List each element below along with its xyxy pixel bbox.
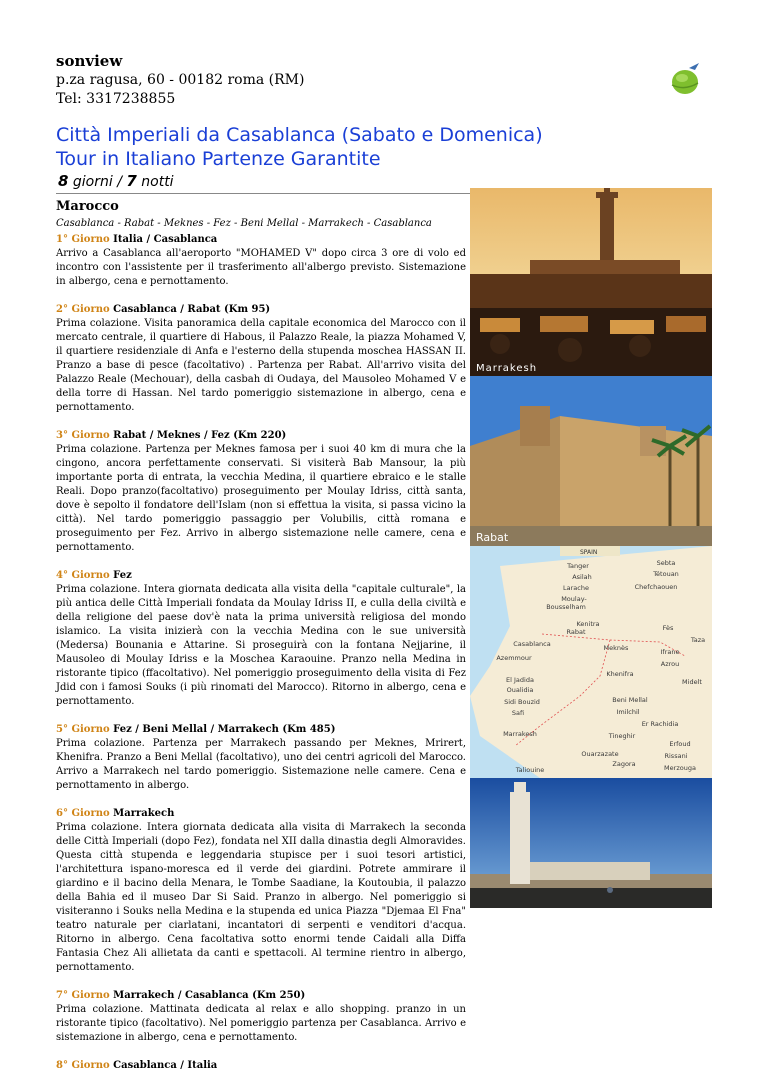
map-city-label: Azrou bbox=[660, 660, 680, 668]
day-title: Casablanca / Rabat (Km 95) bbox=[113, 304, 271, 315]
map-city-label: Ouarzazate bbox=[581, 750, 619, 758]
itinerary-day bbox=[56, 723, 466, 793]
map-city-label: Tineghir bbox=[608, 732, 636, 740]
agency-address: p.za ragusa, 60 - 00182 roma (RM) bbox=[56, 72, 305, 88]
itinerary-day bbox=[56, 807, 466, 975]
day-title: Fez / Beni Mellal / Marrakech (Km 485) bbox=[113, 724, 336, 735]
map-city-label: Marrakesh bbox=[503, 730, 537, 738]
tour-country: Marocco bbox=[56, 199, 119, 214]
map-city-label: Taliouine bbox=[515, 766, 545, 774]
map-city-label: Tétouan bbox=[653, 570, 679, 578]
images-column bbox=[470, 188, 712, 908]
day-label: 5° Giorno bbox=[56, 724, 110, 735]
agency-phone: Tel: 3317238855 bbox=[56, 91, 176, 107]
map-city-label: Rabat bbox=[566, 628, 586, 636]
map-city-label: Bousselham bbox=[546, 603, 586, 611]
marrakesh-photo bbox=[470, 188, 712, 376]
day-title: Marrakech bbox=[113, 808, 175, 819]
map-city-label: Er Rachidia bbox=[641, 720, 679, 728]
map-city-label: Khenifra bbox=[606, 670, 634, 678]
day-text: Prima colazione. Visita panoramica della capitale economica del Marocco con il mercato centrale, il quartiere di Habous, il Palazzo Reale, la piazza Mohamed V, il quartiere residenziale di Anfa e l'esterno della stupenda moschea HASSAN II. Pranzo a base di pesce (facoltativo) . Partenza per Rabat. All'arrivo visita del Palazzo Reale (Mechouar), della casbah di Oudaya, del Mausoleo Mohamed V e della torre di Hassan. Nel tardo pomeriggio sistemazione in albergo, cena e pernottamento. bbox=[56, 318, 466, 413]
map-city-label: Sebta bbox=[656, 559, 676, 567]
map-city-label: Merzouga bbox=[664, 764, 696, 772]
day-label: 6° Giorno bbox=[56, 808, 110, 819]
tour-title-line1: Città Imperiali da Casablanca (Sabato e Domenica) bbox=[56, 124, 543, 146]
map-city-label: Tanger bbox=[567, 562, 589, 570]
map-city-label: Zagora bbox=[612, 760, 636, 768]
map-city-label: Erfoud bbox=[669, 740, 691, 748]
agency-name: sonview bbox=[56, 52, 123, 70]
map-city-label: Larache bbox=[563, 584, 589, 592]
itinerary-day bbox=[56, 989, 466, 1045]
map-city-label: Beni Mellal bbox=[612, 696, 648, 704]
map-city-label: Casablanca bbox=[513, 640, 551, 648]
day-text: Prima colazione. Intera giornata dedicata alla visita della "capitale culturale", la più antica delle Città Imperiali fondata da Moulay Idriss II, e culla della civiltà e della religione del paese dov'è nata la prima università religiosa del mondo islamico. La visita inizierà con la vecchia Medina con le sue università (Medersa) Bounania e Attarine. Si proseguirà con la fontana Nejjarine, il Mausoleo di Moulay Idriss e la Moschea Karaouine. Pranzo nella Medina in ristorante tipico (ffacoltativo). Nel pomeriggio proseguimento della visita di Fez Jdid con i famosi Souks (i più rinomati del Marocco). Ritorno in albergo, cena e pernottamento. bbox=[56, 584, 466, 707]
itinerary-day bbox=[56, 429, 466, 555]
map-city-label: Meknès bbox=[603, 644, 629, 652]
day-label: 7° Giorno bbox=[56, 990, 110, 1001]
map-city-label: Kenitra bbox=[576, 620, 600, 628]
map-city-label: Moulay- bbox=[561, 595, 587, 603]
day-text: Arrivo a Casablanca all'aeroporto "MOHAMED V" dopo circa 3 ore di volo ed incontro con l'assistente per il trasferimento all'albergo previsto. Sistemazione in albergo, cena e pernottamento. bbox=[56, 248, 466, 287]
map-city-label: Taza bbox=[690, 636, 706, 644]
map-city-label: Asilah bbox=[572, 573, 592, 581]
map-city-label: Ifrane bbox=[660, 648, 680, 656]
day-label: 4° Giorno bbox=[56, 570, 110, 581]
duration-nights-label: notti bbox=[136, 174, 174, 190]
day-label: 2° Giorno bbox=[56, 304, 110, 315]
morocco-map bbox=[470, 546, 712, 778]
map-city-label: Fès bbox=[662, 624, 674, 632]
tour-title-line2: Tour in Italiano Partenze Garantite bbox=[56, 148, 381, 170]
day-label: 1° Giorno bbox=[56, 234, 110, 245]
day-text: Prima colazione. Partenza per Meknes famosa per i suoi 40 km di mura che la cingono, ancora perfettamente conservati. Si visiterà Bab Mansour, la più importante porta di entrata, la vecchia Medina, il quartiere ebraico e le stalle Reali. Dopo pranzo(facoltativo) proseguimento per Moulay Idriss, città santa, dove è sepolto il fondatore dell'Islam (non si effettua la visita, si passa vicino la città). Nel tardo pomeriggio passaggio per Volubilis, città romana e proseguimento per Fez. Arrivo in albergo sistemazione nelle camere, cena e pernottamento. bbox=[56, 444, 466, 553]
itinerary-day bbox=[56, 1059, 466, 1073]
day-text: Prima colazione. Partenza per Marrakech passando per Meknes, Mrirert, Khenifra. Pranzo a Beni Mellal (facoltativo), uno dei centri agricoli del Marocco. Arrivo a Marrakech nel tardo pomeriggio. Sistemazione nelle camere. Cena e pernottamento in albergo. bbox=[56, 738, 466, 791]
map-city-label: Imilchil bbox=[616, 708, 640, 716]
itinerary bbox=[56, 233, 466, 1087]
day-title: Marrakech / Casablanca (Km 250) bbox=[113, 990, 306, 1001]
itinerary-day bbox=[56, 303, 466, 415]
map-city-label: Rissani bbox=[664, 752, 688, 760]
day-text: Prima colazione. Mattinata dedicata al relax e allo shopping. pranzo in un ristorante tipico (facoltativo). Nel pomeriggio partenza per Casablanca. Arrivo e sistemazione in albergo, cena e pernottamento. bbox=[56, 1004, 466, 1043]
marrakesh-caption: Marrakesh bbox=[476, 363, 538, 374]
casablanca-mosque-photo bbox=[470, 778, 712, 908]
day-title: Fez bbox=[113, 570, 132, 581]
map-city-label: Azemmour bbox=[496, 654, 532, 662]
map-city-label: Midelt bbox=[682, 678, 702, 686]
rabat-photo bbox=[470, 376, 712, 546]
duration-days-label: giorni / bbox=[68, 174, 127, 190]
rabat-caption: Rabat bbox=[476, 531, 509, 544]
day-title: Casablanca / Italia bbox=[113, 1060, 218, 1071]
duration-nights: 7 bbox=[126, 172, 137, 190]
tour-route: Casablanca - Rabat - Meknes - Fez - Beni Mellal - Marrakech - Casablanca bbox=[56, 218, 432, 229]
map-spain-label: SPAIN bbox=[580, 549, 598, 556]
day-text: Prima colazione. Intera giornata dedicata alla visita di Marrakech la seconda delle Città Imperiali (dopo Fez), fondata nel XII dalla dinastia degli Almoravides. Questa città stupenda e leggendaria stupisce per i suoi tesori artistici, l'architettura ispano-moresca ed il verde dei giardini. Potrete ammirare il giardino e il bacino della Menara, le Tombe Saadiane, la Koutoubia, il palazzo della Bahia ed il museo Dar Si Said. Pranzo in albergo. Nel pomeriggio si visiteranno i Souks nella Medina e la stupenda ed unica Piazza "Djemaa El Fna" teatro naturale per ciarlatani, incantatori di serpenti e venditori d'acqua. Ritorno in albergo. Cena facoltativa sotto enormi tende Caidali alla Diffa Fantasia Chez Ali allietata da canti e spettacoli. Al termine rientro in albergo, pernottamento. bbox=[56, 822, 466, 973]
day-title: Italia / Casablanca bbox=[113, 234, 218, 245]
duration-days: 8 bbox=[58, 172, 69, 190]
map-city-label: Oualidia bbox=[506, 686, 534, 694]
itinerary-day bbox=[56, 569, 466, 709]
globe-logo-icon bbox=[656, 52, 712, 108]
day-title: Rabat / Meknes / Fez (Km 220) bbox=[113, 430, 287, 441]
agency-header bbox=[56, 52, 712, 109]
map-city-label: Sidi Bouzid bbox=[504, 698, 540, 706]
day-label: 3° Giorno bbox=[56, 430, 110, 441]
itinerary-day bbox=[56, 233, 466, 289]
tour-title bbox=[56, 123, 712, 171]
day-label: 8° Giorno bbox=[56, 1060, 110, 1071]
map-city-label: Safi bbox=[511, 709, 525, 717]
map-city-label: El Jadida bbox=[506, 676, 534, 684]
map-city-label: Chefchaouen bbox=[634, 583, 678, 591]
page bbox=[56, 50, 712, 1071]
